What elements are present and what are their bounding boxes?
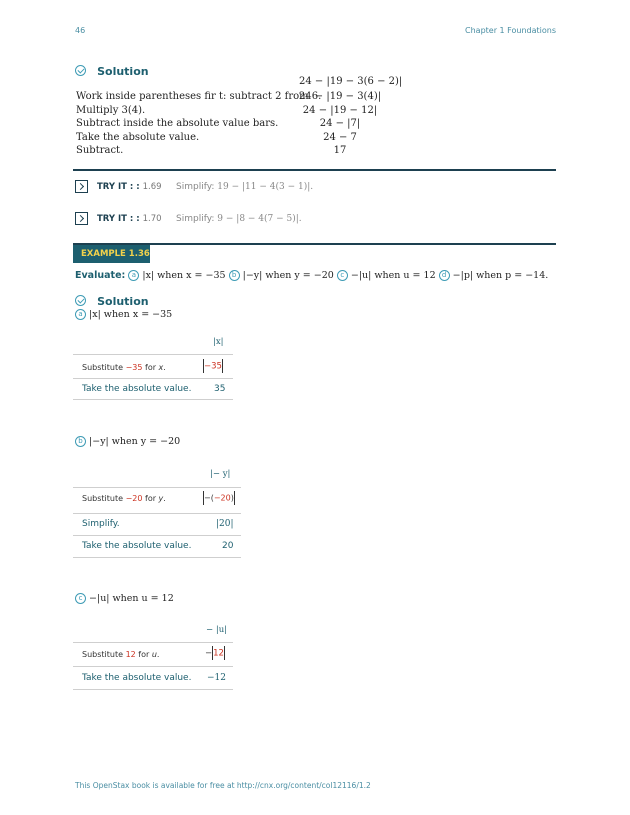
- table-line: [73, 535, 241, 536]
- part-b-row2-expr: |20|: [216, 519, 234, 529]
- step-expr: 24 − 7: [323, 131, 357, 143]
- divider: [73, 169, 556, 171]
- step-text: Subtract inside the absolute value bars.: [76, 118, 279, 129]
- part-b-title: b |−y| when y = −20: [75, 436, 180, 447]
- chapter-title: Chapter 1 Foundations: [465, 26, 556, 35]
- step-expr: 24 − |7|: [319, 118, 361, 129]
- try-it-2-label: TRY IT : : 1.70: [97, 214, 162, 224]
- table-line: [73, 513, 241, 514]
- step-text: Multiply 3(4).: [76, 104, 146, 116]
- try-it-1-text: Simplify: 19 − |11 − 4(3 − 1)|.: [176, 182, 314, 192]
- part-b-row3-expr: 20: [222, 541, 234, 551]
- check-circle-icon: [75, 295, 86, 306]
- part-c-title: c −|u| when u = 12: [75, 593, 174, 604]
- step-expr: 17: [333, 145, 347, 156]
- part-c-row1-expr: −12: [205, 646, 225, 660]
- step-text: Work inside parentheses fir t: subtract 2 from 6.: [76, 91, 322, 102]
- part-b-header-expr: |− y|: [210, 469, 231, 479]
- part-c-row1-text: Substitute 12 for u.: [82, 650, 160, 659]
- table-line: [73, 666, 233, 667]
- part-b-row1-text: Substitute −20 for y.: [82, 494, 166, 503]
- step-text: Take the absolute value.: [76, 131, 200, 143]
- part-letter-icon: d: [439, 270, 450, 281]
- footer-text: This OpenStax book is available for free at http://cnx.org/content/col12116/1.2: [75, 781, 371, 790]
- table-line: [73, 378, 233, 379]
- part-a-row2-expr: 35: [214, 384, 226, 394]
- part-c-header-expr: − |u|: [206, 625, 228, 635]
- part-a-title: a |x| when x = −35: [75, 309, 172, 320]
- part-b-row2-text: Simplify.: [82, 519, 120, 529]
- first-expression: 24 − |19 − 3(6 − 2)|: [299, 76, 403, 87]
- part-letter-icon: c: [75, 593, 86, 604]
- part-c-row2-expr: −12: [207, 673, 226, 683]
- part-letter-icon: c: [337, 270, 348, 281]
- table-line: [73, 487, 241, 488]
- solution-heading-2: Solution: [75, 290, 149, 309]
- part-c-row2-text: Take the absolute value.: [82, 673, 192, 683]
- part-letter-icon: b: [229, 270, 240, 281]
- part-a-row1-text: Substitute −35 for x.: [82, 363, 166, 372]
- example-label: EXAMPLE 1.36: [73, 245, 150, 263]
- step-text: Subtract.: [76, 145, 124, 156]
- check-circle-icon: [75, 65, 86, 76]
- part-a-row1-expr: −35: [203, 359, 223, 373]
- part-a-row2-text: Take the absolute value.: [82, 384, 192, 394]
- step-expr: 24 − |19 − 12|: [302, 104, 378, 116]
- step-texts: [76, 90, 321, 158]
- part-letter-icon: a: [128, 270, 139, 281]
- table-line: [73, 642, 233, 643]
- chevron-right-icon: [75, 180, 88, 193]
- table-line: [73, 354, 233, 355]
- step-expr: 24 − |19 − 3(4)|: [298, 91, 382, 102]
- page-number: 46: [75, 26, 86, 35]
- solution-heading-1: Solution: [75, 60, 149, 79]
- part-letter-icon: a: [75, 309, 86, 320]
- table-line: [73, 557, 241, 558]
- try-it-2-text: Simplify: 9 − |8 − 4(7 − 5)|.: [176, 214, 302, 224]
- chevron-right-icon: [75, 212, 88, 225]
- evaluate-line: Evaluate: a |x| when x = −35 b |−y| when y = −20 c −|u| when u = 12 d −|p| when p = −14.: [75, 270, 549, 281]
- table-line: [73, 689, 233, 690]
- part-a-header-expr: |x|: [213, 337, 224, 347]
- part-letter-icon: b: [75, 436, 86, 447]
- table-line: [73, 399, 233, 400]
- step-exprs: [290, 90, 390, 158]
- part-b-row3-text: Take the absolute value.: [82, 541, 192, 551]
- part-b-row1-expr: −(−20): [203, 491, 235, 505]
- try-it-1-label: TRY IT : : 1.69: [97, 182, 162, 192]
